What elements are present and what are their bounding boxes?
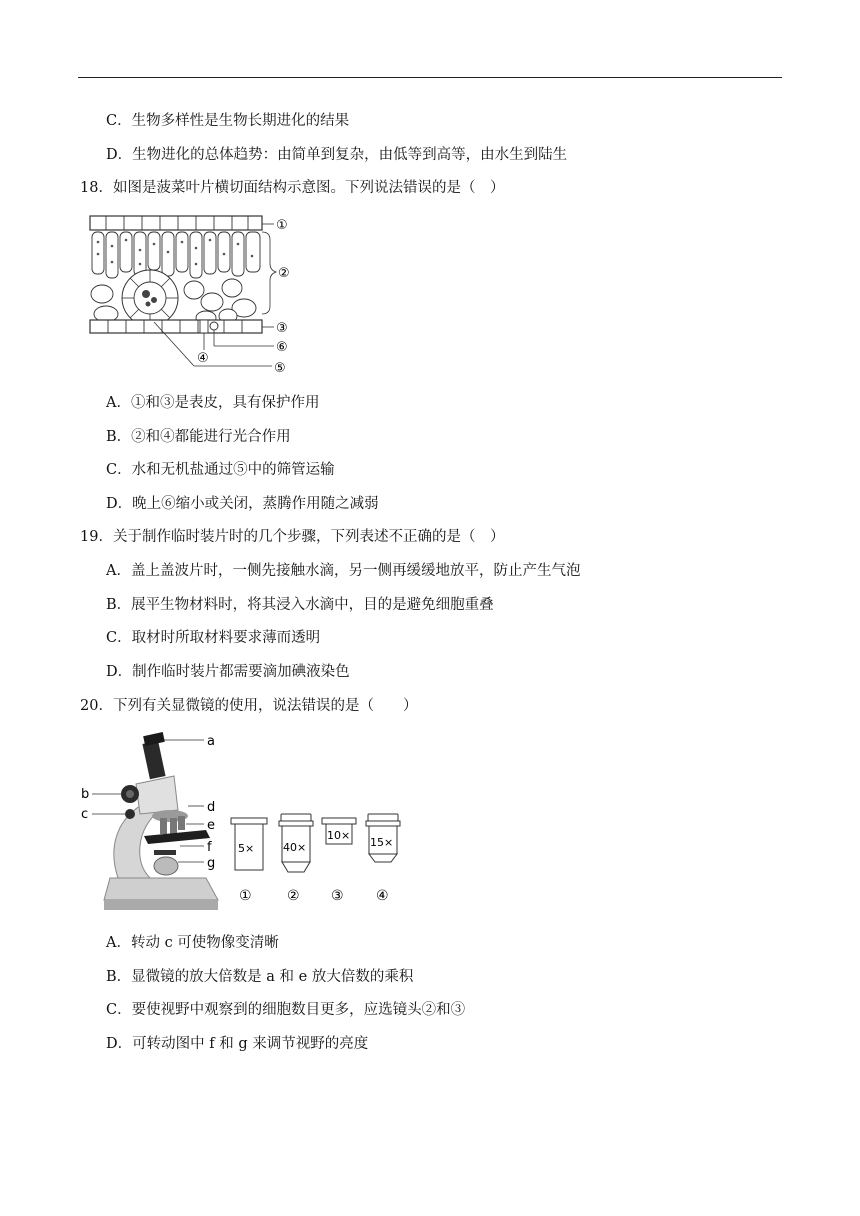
q19-option-a[interactable]: A．盖上盖波片时，一侧先接触水滴，另一侧再缓缓地放平，防止产生气泡 <box>106 563 581 579</box>
lens-1-eyepiece <box>231 818 267 870</box>
leaf-label-3: ③ <box>276 321 288 336</box>
lens-number-1: ① <box>239 888 252 904</box>
microscope-label-c: c <box>81 807 89 822</box>
q19-option-c[interactable]: C．取材时所取材料要求薄而透明 <box>106 630 321 646</box>
q18-option-b[interactable]: B．②和④都能进行光合作用 <box>106 429 291 445</box>
lens-4-objective <box>366 814 400 862</box>
leaf-label-6: ⑥ <box>276 340 288 355</box>
lens-number-2: ② <box>287 888 300 904</box>
q20-option-a[interactable]: A．转动 c 可使物像变清晰 <box>106 935 279 951</box>
q17-option-c[interactable]: C．生物多样性是生物长期进化的结果 <box>106 113 350 129</box>
leaf-label-4: ④ <box>197 351 209 366</box>
leaf-label-5: ⑤ <box>274 361 286 376</box>
q18-option-c[interactable]: C．水和无机盐通过⑤中的筛管运输 <box>106 462 335 478</box>
q20-option-b[interactable]: B．显微镜的放大倍数是 a 和 e 放大倍数的乘积 <box>106 969 414 985</box>
q19-option-b[interactable]: B．展平生物材料时，将其浸入水滴中，目的是避免细胞重叠 <box>106 597 494 613</box>
microscope-label-d: d <box>207 800 216 815</box>
microscope-label-g: g <box>207 856 216 871</box>
microscope-label-e: e <box>207 818 215 833</box>
q18-option-d[interactable]: D．晚上⑥缩小或关闭，蒸腾作用随之减弱 <box>106 496 379 512</box>
microscope-label-a: a <box>207 734 215 749</box>
lens-number-4: ④ <box>376 888 389 904</box>
q18-option-a[interactable]: A．①和③是表皮，具有保护作用 <box>106 395 320 411</box>
q18-stem: 18．如图是菠菜叶片横切面结构示意图。下列说法错误的是（ ） <box>80 180 505 196</box>
leaf-label-1: ① <box>276 218 288 233</box>
lens-2-objective <box>279 814 313 872</box>
lens-1-mag: 5× <box>238 842 255 855</box>
leaf-label-2: ② <box>278 266 290 281</box>
lens-number-3: ③ <box>331 888 344 904</box>
q20-option-c[interactable]: C．要使视野中观察到的细胞数目更多，应选镜头②和③ <box>106 1002 466 1018</box>
leaf-cross-section-figure <box>84 210 304 380</box>
lens-3-eyepiece <box>322 818 356 844</box>
q17-option-d[interactable]: D．生物进化的总体趋势：由简单到复杂，由低等到高等，由水生到陆生 <box>106 147 568 163</box>
lens-4-mag: 15× <box>370 836 394 849</box>
microscope-label-b: b <box>81 787 90 802</box>
q19-option-d[interactable]: D．制作临时装片都需要滴加碘液染色 <box>106 664 350 680</box>
microscope-figure <box>78 728 408 916</box>
q20-stem: 20．下列有关显微镜的使用，说法错误的是（ ） <box>80 698 418 714</box>
header-rule <box>78 77 782 78</box>
microscope-label-f: f <box>207 840 212 855</box>
lens-2-mag: 40× <box>283 841 307 854</box>
lens-3-mag: 10× <box>327 829 351 842</box>
q19-stem: 19．关于制作临时装片时的几个步骤，下列表述不正确的是（ ） <box>80 529 505 545</box>
q20-option-d[interactable]: D．可转动图中 f 和 g 来调节视野的亮度 <box>106 1036 369 1052</box>
